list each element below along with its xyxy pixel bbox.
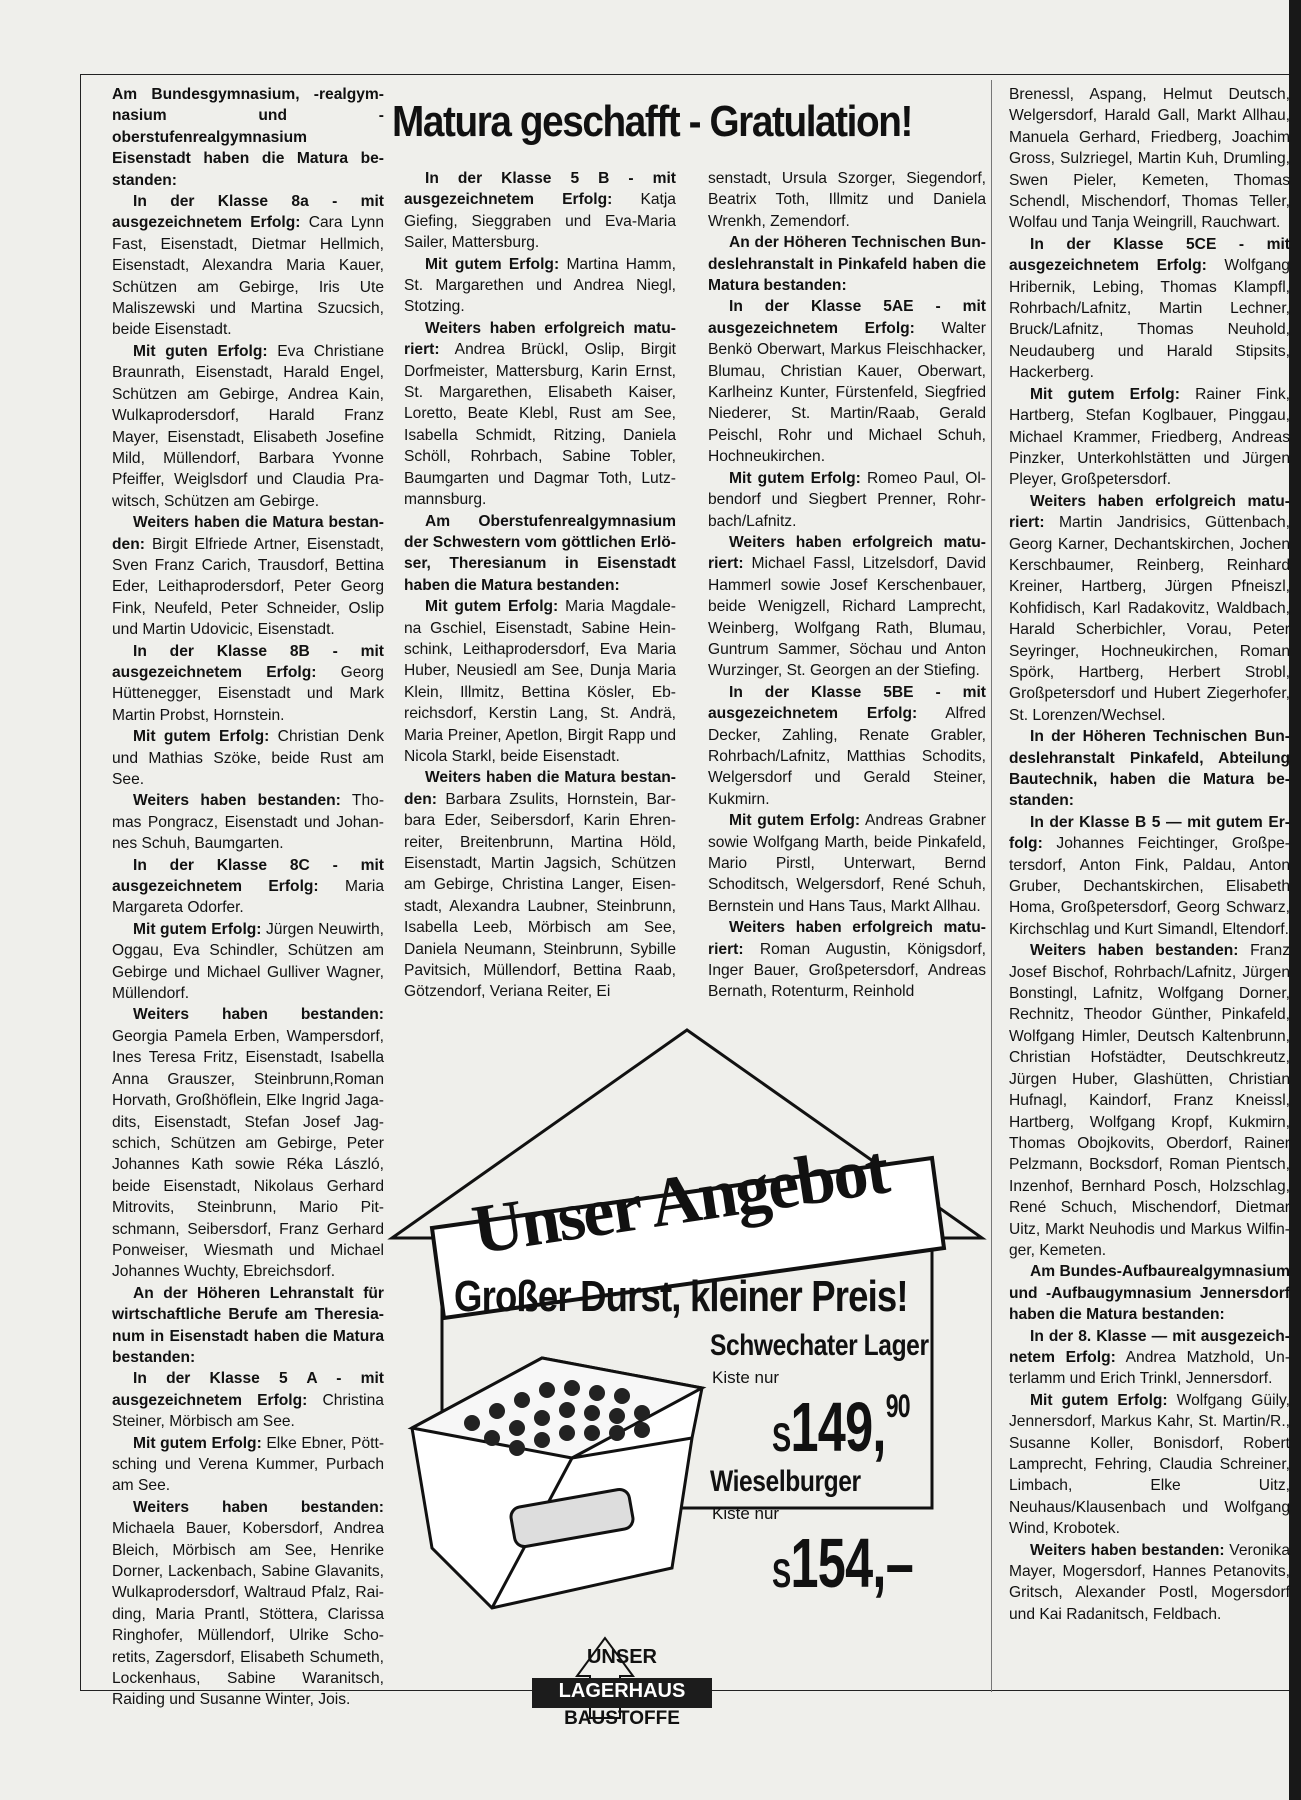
paragraph-text: Eva Christiane Braunrath, Eisenstadt, Harald Engel, Schützen am Gebirge, Andrea Kain, Wulkaprodersdorf, Harald Franz Mayer, Eisenstadt, Elisabeth Josefine Mild, Müllendorf, Barbara Yvonne Pfeiffer, Weiglsdorf und Claudia Prawitsch, Schützen am Gebirge.: [112, 342, 384, 510]
paragraph-text: Katja Giefing, Sieggraben und Eva-Maria Sailer, Mattersburg.: [404, 191, 676, 252]
paragraph-text: senstadt, Ursula Szorger, Siegendorf, Beatrix Toth, Illmitz und Daniela Wrenkh, Zemendorf.: [708, 170, 986, 230]
paragraph-lead: Weiters haben bestanden:: [1030, 942, 1239, 960]
price-cents-1: 90: [885, 1388, 910, 1424]
text-column-1: [112, 84, 385, 1709]
frame-top-rule: [80, 74, 1296, 75]
paragraph-lead: In der Klasse 8C - mit ausgezeichnetem Erfolg:: [112, 856, 384, 896]
paragraph-lead: In der Klasse 5CE - mit ausgezeichnetem Erfolg:: [1009, 235, 1290, 275]
advertisement: [392, 1028, 982, 1718]
text-column-3: [708, 168, 986, 1011]
paragraph: [1009, 1326, 1290, 1390]
paragraph: [1009, 84, 1290, 234]
paragraph-lead: Mit gutem Erfolg:: [133, 920, 262, 938]
price-currency-2: S: [772, 1552, 791, 1596]
paragraph-text: Andrea Matzhold, Unterlamm und Erich Trinkl, Jennersdorf.: [1009, 1348, 1291, 1388]
paragraph-text: Barbara Zsulits, Hornstein, Barbara Eder, Seibersdorf, Karin Ehrenreiter, Breitenbrunn, Martina Höld, Eisenstadt, Martin Jagsich, Schützen am Gebirge, Christina Langer, Eisenstadt, Alexandra Laubner, Steinbrunn, Isabella Leeb, Mörbisch am See, Daniela Neumann, Steinbrunn, Sybille Pavitsich, Müllendorf, Bettina Raab, Götzendorf, Veriana Reiter, Ei: [404, 790, 676, 1001]
paragraph: [112, 1283, 384, 1369]
paragraph-lead: In der Klasse B 5 — mit gutem Erfolg:: [1009, 813, 1290, 853]
paragraph-text: Jürgen Neuwirth, Oggau, Eva Schindler, Schützen am Gebirge und Michael Gulliver Wagner, Müllendorf.: [112, 920, 384, 1003]
paragraph: [112, 855, 384, 919]
paragraph-lead: Am Bundesgymnasium, -realgymnasium und -oberstufenrealgymnasium Eisenstadt haben die Matura bestanden:: [112, 86, 384, 189]
paragraph-lead: Weiters haben bestanden:: [1030, 1541, 1225, 1559]
paragraph-lead: In der Höheren Technischen Bundeslehranstalt Pinkafeld, Abteilung Bautechnik, haben die Matura bestanden:: [1009, 728, 1290, 810]
paragraph-lead: Weiters haben erfolgreich maturiert:: [708, 919, 986, 958]
paragraph-lead: In der Klasse 8B - mit ausgezeichnetem Erfolg:: [112, 642, 384, 681]
paragraph-text: Roman Augustin, Königsdorf, Inger Bauer, Großpetersdorf, Andreas Bernath, Rotenturm, Reinhold: [708, 940, 986, 1001]
paragraph: [1009, 726, 1290, 812]
price-amount-1: 149,: [790, 1388, 886, 1466]
beer-crate-illustration: [412, 1358, 702, 1608]
paragraph: [708, 682, 986, 810]
paragraph-text: Andrea Brückl, Oslip, Birgit Dorfmeister, Mattersburg, Karin Ernst, St. Margarethen, Elisabeth Kaiser, Loretto, Beate Klebl, Rust am See, Isabella Schmidt, Ritzing, Daniela Schöll, Rohrbach, Sabine Tobler, Baumgarten und Dagmar Toth, Lutzmannsburg.: [404, 341, 676, 509]
paragraph-lead: Mit gutem Erfolg:: [1030, 385, 1180, 403]
paragraph: [112, 919, 384, 1005]
paragraph-lead: Mit gutem Erfolg:: [133, 1434, 262, 1452]
product-name-1: Schwechater Lager: [710, 1329, 929, 1362]
paragraph-lead: Weiters haben bestanden:: [133, 1006, 384, 1024]
paragraph: [112, 84, 384, 191]
text-column-4: [1009, 84, 1290, 1684]
price-currency-1: S: [772, 1416, 791, 1460]
page-binding-edge: [1289, 0, 1301, 1800]
paragraph-text: Veronika Mayer, Mogersdorf, Hannes Petanovits, Gritsch, Alexander Postl, Mogersdorf und Kai Radanitsch, Feldbach.: [1009, 1541, 1290, 1623]
text-column-2: [404, 168, 676, 1011]
paragraph-text: Wolfgang Güily, Jennersdorf, Markus Kahr, St. Martin/R., Susanne Koller, Bonisdorf, Robert Lamprecht, Fehring, Claudia Schreiner, Limbach, Elke Uitz, Neuhaus/Klausenbach und Wolfgang Wind, Krobotek.: [1009, 1391, 1291, 1538]
paragraph-text: Christian Denk und Mathias Szöke, beide Rust am See.: [112, 728, 384, 788]
paragraph-text: Andreas Grabner sowie Wolfgang Marth, beide Pinkafeld, Mario Pirstl, Unterwart, Bernd Schoditsch, Welgersdorf, René Schuh, Bernstein und Hans Taus, Markt Allhau.: [708, 812, 987, 915]
paragraph-lead: Mit gutem Erfolg:: [1030, 1391, 1168, 1409]
paragraph-lead: In der Klasse 5BE - mit ausgezeichnetem Erfolg:: [708, 683, 986, 723]
frame-left-rule: [80, 74, 81, 1690]
paragraph: [1009, 1390, 1290, 1540]
paragraph: [112, 1497, 384, 1711]
paragraph: [1009, 1540, 1290, 1626]
paragraph: [112, 726, 384, 790]
paragraph-lead: Mit gutem Erfolg:: [729, 469, 861, 487]
paragraph: [1009, 491, 1290, 726]
paragraph: [1009, 1261, 1290, 1325]
paragraph: [112, 790, 384, 854]
product-name-2: Wieselburger: [710, 1465, 861, 1498]
paragraph: [404, 596, 676, 767]
paragraph-lead: An der Höheren Lehranstalt für wirtschaftliche Berufe am Theresianum in Eisenstadt haben die Matura bestanden:: [112, 1284, 384, 1366]
paragraph: [112, 641, 384, 727]
paragraph-lead: In der Klasse 5 A - mit ausgezeichnetem Erfolg:: [112, 1370, 384, 1409]
ad-title: Unser Angebot: [467, 1131, 893, 1270]
paragraph: [708, 917, 986, 1003]
paragraph: [404, 511, 676, 597]
paragraph-text: Maria Magdalena Gschiel, Eisenstadt, Sabine Heinschink, Leithaprodersdorf, Eva Maria Huber, Neusiedl am See, Dunja Maria Klein, Illmitz, Bettina Kösler, Ebreichsdorf, Kerstin Lang, St. Andrä, Maria Preiner, Apetlon, Birgit Rapp und Nicola Starkl, beide Eisenstadt.: [404, 598, 676, 765]
paragraph-text: Johannes Feichtinger, Großpetersdorf, Anton Fink, Paldau, Anton Gruber, Dechantskirchen, Elisabeth Homa, Großpetersdorf, Georg Schwarz, Kirchschlag und Kurt Simandl, Eltendorf.: [1009, 835, 1290, 938]
product-kiste-label-1: Kiste nur: [712, 1368, 780, 1387]
paragraph: [404, 318, 676, 511]
paragraph: [708, 232, 986, 296]
paragraph-text: Christina Steiner, Mörbisch am See.: [112, 1391, 384, 1431]
paragraph-text: Martina Hamm, St. Margarethen und Andrea Niegl, Stotzing.: [404, 255, 676, 316]
paragraph-text: Georgia Pamela Erben, Wampersdorf, Ines Teresa Fritz, Eisenstadt, Isabella Anna Grauszer, Steinbrunn,Roman Horvath, Großhöflein, Elke Ingrid Jagadits, Eisenstadt, Stefan Josef Jagschich, Schützen am Gebirge, Peter Johannes Kath sowie Réka László, beide Eisenstadt, Nikolaus Gerhard Mitrovits, Steinbrunn, Mario Pitschmann, Seibersdorf, Franz Gerhard Ponweiser, Wiesmath und Michael Johannes Wuchty, Ebreichsdorf.: [112, 1027, 384, 1281]
product-price-1: [772, 1388, 910, 1466]
paragraph-text: Alfred Decker, Zahling, Renate Grabler, Rohrbach/Lafnitz, Matthias Schodits, Welgersdorf und Gerald Steiner, Kukmirn.: [708, 705, 986, 808]
paragraph-lead: An der Höheren Technischen Bundeslehranstalt in Pinkafeld haben die Matura bestanden:: [708, 234, 986, 295]
paragraph-text: Romeo Paul, Olbendorf und Siegbert Prenner, Rohrbach/Lafnitz.: [708, 469, 986, 530]
paragraph: [404, 254, 676, 318]
logo-word-baustoffe: BAUSTOFFE: [564, 1708, 680, 1729]
paragraph-text: Wolfgang Hribernik, Lebing, Thomas Klampfl, Rohrbach/Lafnitz, Martin Lechner, Bruck/Lafnitz, Thomas Neuhold, Neudauberg und Harald Stipsits, Hackerberg.: [1009, 257, 1290, 382]
paragraph-text: Thomas Pongracz, Eisenstadt und Johannes Schuh, Baumgarten.: [112, 792, 385, 853]
paragraph: [1009, 812, 1290, 940]
paragraph-text: Georg Hüttenegger, Eisenstadt und Mark Martin Probst, Hornstein.: [112, 663, 384, 724]
paragraph-text: Franz Josef Bischof, Rohrbach/Lafnitz, Jürgen Bonstingl, Lafnitz, Wolfgang Dorner, Rechnitz, Theodor Günther, Pinkafeld, Wolfgang Himler, Deutsch Kaltenbrunn, Christian Hofstädter, Deutschkreutz, Jürgen Huber, Glashütten, Christian Hufnagl, Kaindorf, Franz Kneissl, Hartberg, Wolfgang Kropf, Kukmirn, Thomas Obojkovits, Oberdorf, Rainer Pelzmann, Bocksdorf, Roman Pientsch, Inzenhof, Bernhard Posch, Holzschlag, René Schuch, Mischendorf, Dietmar Uitz, Markt Neuhodis und Markus Wilfinger, Kemeten.: [1009, 942, 1290, 1259]
paragraph: [112, 1433, 384, 1497]
paragraph-lead: Weiters haben erfolgreich maturiert:: [1009, 492, 1290, 532]
paragraph-text: Michael Fassl, Litzelsdorf, David Hammerl sowie Josef Kerschenbauer, beide Wenigzell, Richard Lamprecht, Weinberg, Wolfgang Rath, Blumau, Guntrum Sammer, Söchau und Anton Wurzinger, St. Georgen an der Stiefing.: [708, 555, 986, 680]
paragraph-lead: Am Bundes-Aufbaurealgymnasium und -Aufbaugymnasium Jennersdorf haben die Matura bestanden:: [1009, 1263, 1290, 1324]
paragraph-text: Cara Lynn Fast, Eisenstadt, Dietmar Hellmich, Eisenstadt, Alexandra Maria Kauer, Schützen am Gebirge, Iris Ute Maliszewski und Martina Szucsich, beide Eisenstadt.: [112, 214, 384, 339]
paragraph: [1009, 384, 1290, 491]
paragraph-lead: Weiters haben die Matura bestanden:: [404, 769, 676, 808]
paragraph: [1009, 234, 1290, 384]
paragraph-lead: Mit gutem Erfolg:: [425, 598, 559, 616]
ad-slogan: Großer Durst, kleiner Preis!: [454, 1272, 908, 1321]
logo-word-lagerhaus: LAGERHAUS: [558, 1680, 686, 1702]
paragraph-text: Walter Benkö Oberwart, Markus Fleischhacker, Blumau, Christian Kauer, Oberwart, Karlheinz Kunter, Fürstenfeld, Siegfried Niederer, St. Martin/Raab, Gerald Peischl, Rohr und Michael Schuh, Hochneukirchen.: [708, 319, 986, 466]
paragraph-lead: In der Klasse 5 B - mit ausgezeichnetem Erfolg:: [404, 170, 676, 209]
paragraph-lead: Mit guten Erfolg:: [133, 342, 268, 360]
paragraph: [112, 1368, 384, 1432]
price-amount-2: 154,–: [790, 1524, 914, 1602]
paragraph: [112, 191, 384, 341]
paragraph: [708, 810, 986, 917]
paragraph-lead: In der Klasse 5AE - mit ausgezeichnetem Erfolg:: [708, 298, 986, 337]
paragraph: [1009, 940, 1290, 1261]
paragraph: [708, 168, 986, 232]
paragraph-text: Martin Jandrisics, Güttenbach, Georg Karner, Dechantskirchen, Jochen Kerschbaumer, Reinberg, Reinhard Kreiner, Hartberg, Jürgen Pfneiszl, Kohfidisch, Karl Radakovitz, Waldbach, Harald Scherbichler, Vorau, Peter Seyringer, Hochneukirchen, Roman Spörk, Hartberg, Herbert Strobl, Großpetersdorf und Hubert Ziegerhofer, St. Lorenzen/Wechsel.: [1009, 514, 1290, 724]
column-divider: [991, 80, 992, 1692]
paragraph-lead: Weiters haben bestanden:: [133, 1498, 384, 1516]
paragraph: [112, 1004, 384, 1282]
paragraph: [708, 468, 986, 532]
paragraph-lead: Weiters haben bestanden:: [133, 792, 341, 810]
paragraph: [708, 532, 986, 682]
article-headline: Matura geschafft - Gratulation!: [392, 97, 912, 146]
paragraph: [404, 767, 676, 1002]
product-kiste-label-2: Kiste nur: [712, 1504, 780, 1523]
paragraph-lead: Am Oberstufenrealgymnasium der Schwestern vom göttlichen Erlöser, Theresianum in Eisenstadt haben die Matura bestanden:: [404, 512, 676, 594]
paragraph: [708, 296, 986, 467]
paragraph-text: Rainer Fink, Hartberg, Stefan Koglbauer, Pinggau, Michael Krammer, Friedberg, Andreas Pinzker, Unterkohlstätten und Jürgen Pleyer, Großpetersdorf.: [1009, 385, 1290, 489]
paragraph-lead: Mit gutem Erfolg:: [425, 255, 560, 273]
product-price-2: [772, 1524, 914, 1602]
logo-word-unser: UNSER: [586, 1646, 657, 1668]
paragraph-lead: Weiters haben erfolgreich maturiert:: [708, 533, 986, 573]
paragraph: [112, 341, 384, 512]
paragraph-text: Michaela Bauer, Kobersdorf, Andrea Bleich, Mörbisch am See, Henrike Dorner, Lackenbach, Sabine Glavanits, Wulkaprodersdorf, Waltraud Pfalz, Raiding, Maria Prantl, Stöttera, Clarissa Ringhofer, Müllendorf, Ulrike Schoretits, Zagersdorf, Elisabeth Schumeth, Lockenhaus, Sabine Waranitsch, Raiding und Susanne Winter, Jois.: [112, 1520, 384, 1709]
paragraph-text: Maria Margareta Odorfer.: [112, 878, 384, 917]
paragraph-lead: In der 8. Klasse — mit ausgezeichnetem Erfolg:: [1009, 1327, 1290, 1366]
paragraph-lead: Weiters haben die Matura bestanden:: [112, 514, 384, 553]
paragraph-lead: Weiters haben erfolgreich maturiert:: [404, 319, 676, 359]
paragraph-text: Brenessl, Aspang, Helmut Deutsch, Welgersdorf, Harald Gall, Markt Allhau, Manuela Gerhard, Friedberg, Joachim Gross, Sulzriegel, Martin Kuh, Drumling, Swen Pieler, Kemeten, Thomas Schendl, Mischendorf, Thomas Teller, Wolfau und Tanja Weingrill, Rauchwart.: [1009, 86, 1290, 232]
paragraph: [404, 168, 676, 254]
paragraph-lead: Mit gutem Erfolg:: [729, 812, 861, 830]
paragraph-text: Birgit Elfriede Artner, Eisenstadt, Sven Franz Carich, Trausdorf, Bettina Eder, Leithaprodersdorf, Peter Georg Fink, Neufeld, Peter Schneider, Oslip und Martin Udovicic, Eisenstadt.: [112, 535, 384, 639]
paragraph-lead: Mit gutem Erfolg:: [133, 728, 270, 746]
paragraph: [112, 512, 384, 640]
paragraph-text: Elke Ebner, Pöttsching und Verena Kummer, Purbach am See.: [112, 1434, 385, 1495]
paragraph-lead: In der Klasse 8a - mit ausgezeichnetem Erfolg:: [112, 193, 384, 232]
